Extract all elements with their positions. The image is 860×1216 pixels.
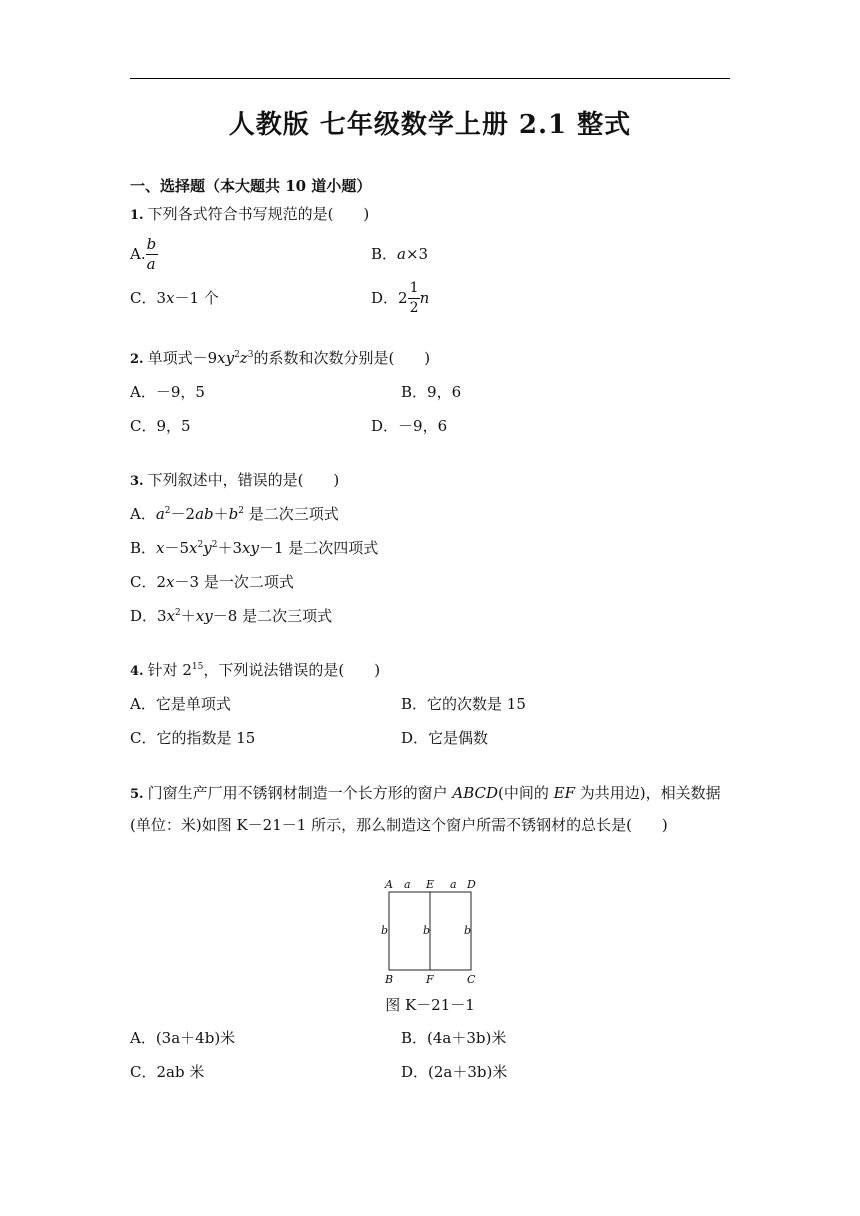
fig-label-b-right: b (464, 924, 472, 937)
q5-option-d: D．(2a＋3b)米 (401, 1063, 508, 1081)
variable: xy (217, 349, 235, 367)
q1-option-a (130, 234, 158, 274)
question-2-stem (130, 348, 430, 370)
q3-option-c (130, 572, 294, 592)
exponent: 2 (234, 350, 240, 360)
header-rule (130, 78, 730, 79)
fig-label-D: D (467, 878, 476, 891)
option-text: 是二次三项式 (248, 505, 339, 523)
fig-label-a-right: a (450, 878, 457, 891)
question-5-stem (130, 778, 730, 841)
q3-option-a (130, 504, 339, 524)
option-text: 是一次二项式 (203, 573, 294, 591)
expression: 2x－3 (156, 573, 200, 591)
fig-label-b-left: b (381, 924, 389, 937)
fig-label-C: C (467, 973, 476, 986)
page-title: 人教版 七年级数学上册 2.1 整式 (228, 110, 632, 140)
option-label: C． (130, 573, 157, 591)
fig-label-a-left: a (404, 878, 411, 891)
question-text: 单项式－9 (147, 349, 218, 367)
window-figure (375, 876, 485, 988)
whole-number: 2 (398, 289, 408, 307)
question-4-stem (130, 660, 380, 682)
question-number: 3. (130, 474, 144, 489)
variable: z (239, 349, 248, 367)
expression: $a^2-2ab+b^2$ (155, 505, 244, 523)
question-text: 下列各式符合书写规范的是( ) (147, 205, 370, 223)
q5-option-b: B．(4a＋3b)米 (401, 1029, 507, 1047)
variable: a (397, 245, 406, 263)
numerator: b (146, 235, 157, 253)
q1-option-c (130, 288, 219, 308)
option-text: 3 (156, 289, 167, 307)
option-label: A. (130, 245, 146, 263)
q4-option-a: A．它是单项式 (130, 695, 231, 713)
denominator: a (146, 255, 156, 273)
q2-option-a: A．－9，5 (130, 383, 205, 401)
q4-option-b: B．它的次数是 15 (401, 695, 526, 713)
option-label: C． (130, 289, 157, 307)
variable: n (419, 289, 430, 307)
q3-option-d (130, 606, 332, 626)
fig-label-B: B (385, 973, 394, 986)
question-1-stem (130, 204, 369, 226)
q4-option-c: C．它的指数是 15 (130, 729, 256, 747)
question-text: 门窗生产厂用不锈钢材制造一个长方形的窗户 (147, 784, 453, 802)
q1-option-d (371, 278, 429, 318)
question-number: 5. (130, 787, 144, 802)
section-heading: 一、选择题（本大题共 10 道小题） (130, 177, 372, 195)
q3-option-b (130, 538, 378, 558)
fraction-b-over-a (146, 234, 158, 274)
option-label: B． (130, 539, 157, 557)
figure-caption: 图 K－21－1 (385, 996, 475, 1014)
q1-option-b (371, 244, 428, 264)
q5-option-c: C．2ab 米 (130, 1063, 205, 1081)
q4-option-d: D．它是偶数 (401, 729, 489, 747)
q5-option-a: A．(3a＋4b)米 (130, 1029, 236, 1047)
fig-label-A: A (385, 878, 393, 891)
option-label: D． (371, 289, 399, 307)
variable: EF (553, 784, 575, 802)
q2-option-b: B．9，6 (401, 383, 462, 401)
variable: ABCD (452, 784, 498, 802)
q2-option-d: D．－9，6 (371, 417, 448, 435)
option-text: －1 个 (174, 289, 219, 307)
question-number: 4. (130, 664, 144, 679)
question-number: 1. (130, 208, 144, 223)
expression: $3x^2+xy-8$ (157, 607, 238, 625)
expression: $x-5x^2y^2+3xy-1$ (156, 539, 284, 557)
fig-label-b-middle: b (423, 924, 431, 937)
fig-label-E: E (426, 878, 435, 891)
fig-label-F: F (426, 973, 434, 986)
question-text: 为共用边)，相关数据(单位：米)如图 K－21－1 所示，那么制造这个窗户所需不锈钢材的总长是( ) (130, 784, 721, 834)
option-text: ×3 (405, 245, 429, 263)
question-3-stem (130, 470, 339, 492)
numerator: 1 (409, 280, 419, 296)
option-label: A． (130, 505, 156, 523)
question-text: ，下列说法错误的是( ) (203, 661, 381, 679)
question-text: 的系数和次数分别是( ) (253, 349, 431, 367)
variable: x (166, 289, 175, 307)
option-text: 是二次三项式 (242, 607, 333, 625)
question-text: 下列叙述中，错误的是( ) (147, 471, 340, 489)
denominator: 2 (409, 300, 419, 316)
exponent: 15 (191, 662, 204, 672)
option-label: B． (371, 245, 398, 263)
question-text: 针对 2 (147, 661, 192, 679)
fraction-one-half (408, 278, 420, 318)
question-number: 2. (130, 352, 144, 367)
exponent: 3 (247, 350, 254, 360)
option-label: D． (130, 607, 158, 625)
option-text: 是二次四项式 (288, 539, 379, 557)
question-text: (中间的 (498, 784, 554, 802)
q2-option-c: C．9，5 (130, 417, 191, 435)
